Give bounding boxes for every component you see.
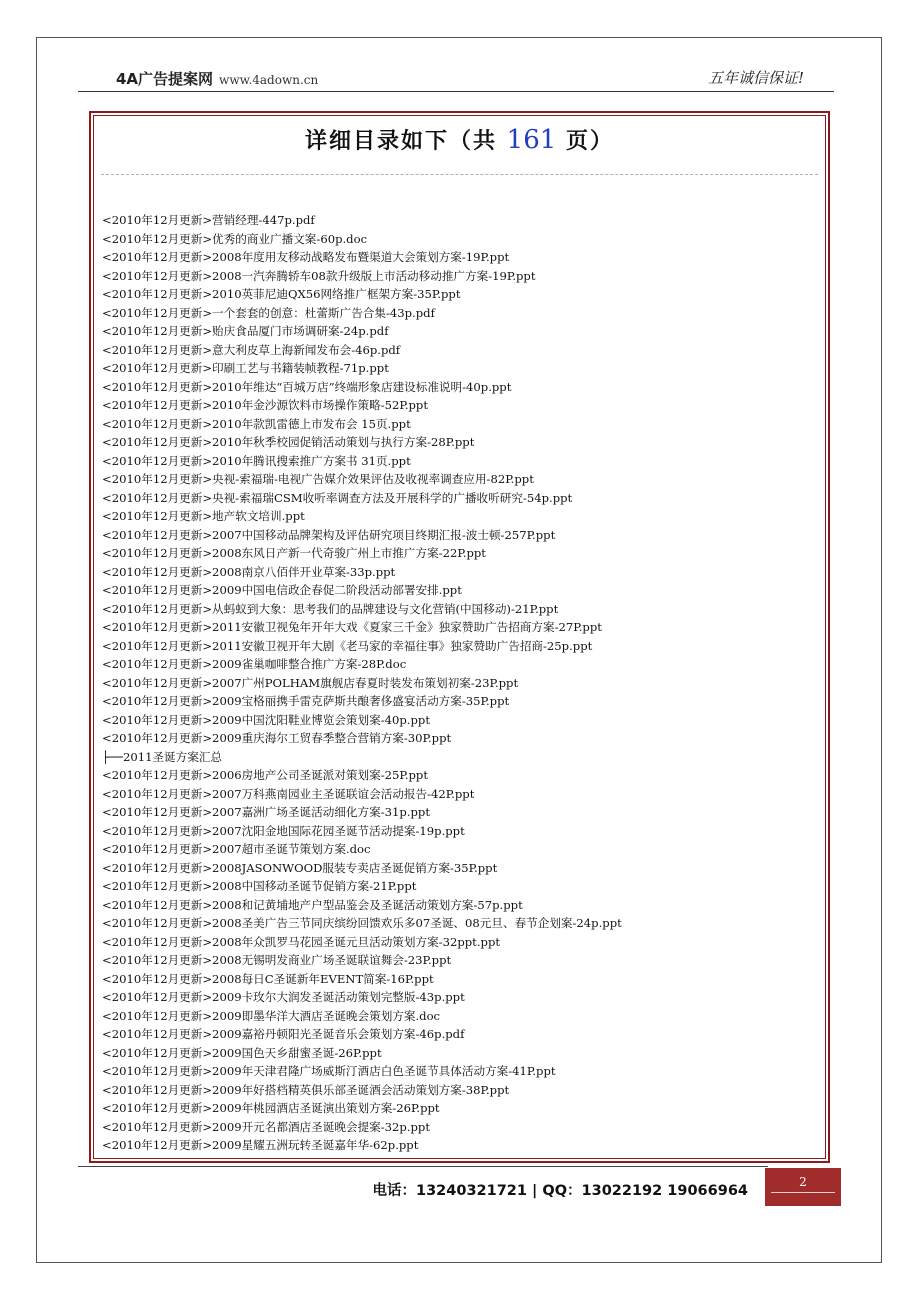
catalog-entry: <2010年12月更新>营销经理-447p.pdf	[102, 213, 315, 227]
page-title	[93, 124, 826, 155]
catalog-entry: <2010年12月更新>央视-索福瑞-电视广告媒介效果评估及收视率调查应用-82P.ppt	[102, 472, 534, 486]
catalog-entry: <2010年12月更新>从蚂蚁到大象：思考我们的品牌建设与文化营销(中国移动)-21P.ppt	[102, 601, 559, 616]
catalog-entry: <2010年12月更新>印刷工艺与书籍装帧教程-71p.ppt	[102, 361, 389, 375]
catalog-entry: <2010年12月更新>2008无锡明发商业广场圣诞联谊舞会-23P.ppt	[102, 953, 452, 967]
catalog-entry: <2010年12月更新>2008和记黄埔地产户型品鉴会及圣诞活动策划方案-57p.ppt	[102, 897, 523, 912]
catalog-entry: <2010年12月更新>2007万科燕南园业主圣诞联谊会活动报告-42P.ppt	[102, 786, 475, 801]
catalog-entry: <2010年12月更新>2008年度用友移动战略发布暨渠道大会策划方案-19P.ppt	[102, 250, 510, 264]
catalog-entry: <2010年12月更新>2008中国移动圣诞节促销方案-21P.ppt	[102, 879, 417, 893]
catalog-entry: <2010年12月更新>贻庆食品厦门市场调研案-24p.pdf	[102, 324, 389, 338]
page-number: 2	[799, 1175, 807, 1189]
catalog-entry: <2010年12月更新>2010年腾讯搜索推广方案书 31页.ppt	[102, 453, 411, 468]
title-suffix: 页）	[565, 129, 614, 154]
title-dashed-divider	[101, 174, 818, 175]
catalog-entry: <2010年12月更新>2009年好搭档精英俱乐部圣诞酒会活动策划方案-38P.ppt	[102, 1082, 510, 1097]
catalog-entry: <2010年12月更新>2011安徽卫视开年大剧《老马家的幸福往事》独家赞助广告招商-25p.ppt	[102, 638, 593, 653]
footer-contact: 电话：13240321721 | QQ：13022192 19066964	[372, 1183, 748, 1199]
catalog-entry: <2010年12月更新>2007广州POLHAM旗舰店春夏时装发布策划初案-23P.ppt	[102, 675, 519, 690]
catalog-entry: <2010年12月更新>2008一汽奔腾轿车08款升级版上市活动移动推广方案-19P.ppt	[102, 268, 536, 283]
catalog-entry: <2010年12月更新>2010英菲尼迪QX56网络推广框架方案-35P.ppt	[102, 287, 461, 301]
catalog-entry: <2010年12月更新>优秀的商业广播文案-60p.doc	[102, 231, 368, 246]
catalog-entry: <2010年12月更新>2006房地产公司圣诞派对策划案-25P.ppt	[102, 768, 429, 782]
page-count: 161	[506, 125, 557, 155]
catalog-entry: <2010年12月更新>2010年维达“百城万店”终端形象店建设标准说明-40p.ppt	[102, 379, 512, 394]
catalog-entry: <2010年12月更新>2009嘉裕丹顿阳光圣诞音乐会策划方案-46p.pdf	[102, 1027, 465, 1041]
footer-divider	[78, 1166, 768, 1167]
catalog-entry: <2010年12月更新>2009中国沈阳鞋业博览会策划案-40p.ppt	[102, 712, 430, 727]
site-url[interactable]: www.4adown.cn	[219, 73, 319, 87]
catalog-entry: <2010年12月更新>2009卡玫尔大润发圣诞活动策划完整版-43p.ppt	[102, 990, 465, 1004]
catalog-entry: <2010年12月更新>2009开元名都酒店圣诞晚会提案-32p.ppt	[102, 1119, 430, 1134]
catalog-entry: <2010年12月更新>一个套套的创意：杜蕾斯广告合集-43p.pdf	[102, 305, 435, 320]
site-branding	[116, 68, 318, 89]
catalog-entry: <2010年12月更新>2008年众凯罗马花园圣诞元旦活动策划方案-32ppt.ppt	[102, 934, 501, 949]
catalog-entry: <2010年12月更新>2009重庆海尔工贸春季整合营销方案-30P.ppt	[102, 731, 452, 745]
catalog-entry: <2010年12月更新>意大利皮草上海新闻发布会-46p.pdf	[102, 342, 401, 357]
catalog-entry: <2010年12月更新>地产软文培训.ppt	[102, 509, 305, 523]
slogan: 五年诚信保证!	[707, 69, 804, 87]
catalog-entry: <2010年12月更新>2009中国电信政企春促二阶段活动部署安排.ppt	[102, 583, 462, 597]
catalog-entry: <2010年12月更新>2009年桃园酒店圣诞演出策划方案-26P.ppt	[102, 1101, 440, 1115]
catalog-entry: <2010年12月更新>2009即墨华洋大酒店圣诞晚会策划方案.doc	[102, 1008, 441, 1023]
catalog-entry: <2010年12月更新>2007嘉洲广场圣诞活动细化方案-31p.ppt	[102, 805, 430, 819]
catalog-entry: <2010年12月更新>2009雀巢咖啡整合推广方案-28P.doc	[102, 657, 407, 671]
page-number-badge	[765, 1168, 841, 1206]
catalog-entry: <2010年12月更新>2008圣美广告三节同庆缤纷回馈欢乐多07圣诞、08元旦、春节企划案-24p.ppt	[102, 916, 622, 930]
catalog-entry: <2010年12月更新>2008东风日产新一代奇骏广州上市推广方案-22P.ppt	[102, 546, 486, 560]
catalog-entry: <2010年12月更新>2010年金沙源饮料市场操作策略-52P.ppt	[102, 398, 429, 412]
catalog-list	[102, 211, 822, 1155]
catalog-entry: <2010年12月更新>2007超市圣诞节策划方案.doc	[102, 842, 371, 856]
catalog-entry: <2010年12月更新>2008南京八佰伴开业草案-33p.ppt	[102, 564, 396, 579]
catalog-entry: <2010年12月更新>2007中国移动品牌架构及评估研究项目终期汇报-波士顿-257P.ppt	[102, 527, 556, 542]
catalog-entry: <2010年12月更新>2009宝格丽携手雷克萨斯共酿奢侈盛宴活动方案-35P.ppt	[102, 694, 510, 708]
catalog-entry: <2010年12月更新>2010年秋季校园促销活动策划与执行方案-28P.ppt	[102, 435, 475, 449]
catalog-entry: <2010年12月更新>2007沈阳金地国际花园圣诞节活动提案-19p.ppt	[102, 823, 465, 838]
page-header	[78, 64, 834, 92]
catalog-entry: <2010年12月更新>2009年天津君隆广场威斯汀酒店白色圣诞节具体活动方案-41P.ppt	[102, 1064, 556, 1078]
page-number-underline	[771, 1192, 835, 1193]
catalog-entry: <2010年12月更新>2009星耀五洲玩转圣诞嘉年华-62p.ppt	[102, 1138, 419, 1152]
site-name: 4A广告提案网	[116, 70, 214, 88]
title-prefix: 详细目录如下（共	[304, 129, 497, 154]
catalog-entry: <2010年12月更新>2008JASONWOOD服装专卖店圣诞促销方案-35P.ppt	[102, 860, 498, 875]
catalog-entry: <2010年12月更新>央视-索福瑞CSM收听率调查方法及开展科学的广播收听研究-54p.ppt	[102, 490, 573, 505]
catalog-entry: <2010年12月更新>2010年款凯雷德上市发布会 15页.ppt	[102, 416, 411, 431]
catalog-entry: <2010年12月更新>2008每日C圣诞新年EVENT简案-16P.ppt	[102, 971, 434, 986]
catalog-entry: <2010年12月更新>2011安徽卫视兔年开年大戏《夏家三千金》独家赞助广告招商方案-27P.ppt	[102, 620, 602, 634]
header-divider	[78, 91, 834, 92]
catalog-entry: ├──2011圣诞方案汇总	[102, 749, 223, 764]
catalog-entry: <2010年12月更新>2009国色天乡甜蜜圣诞-26P.ppt	[102, 1045, 382, 1060]
